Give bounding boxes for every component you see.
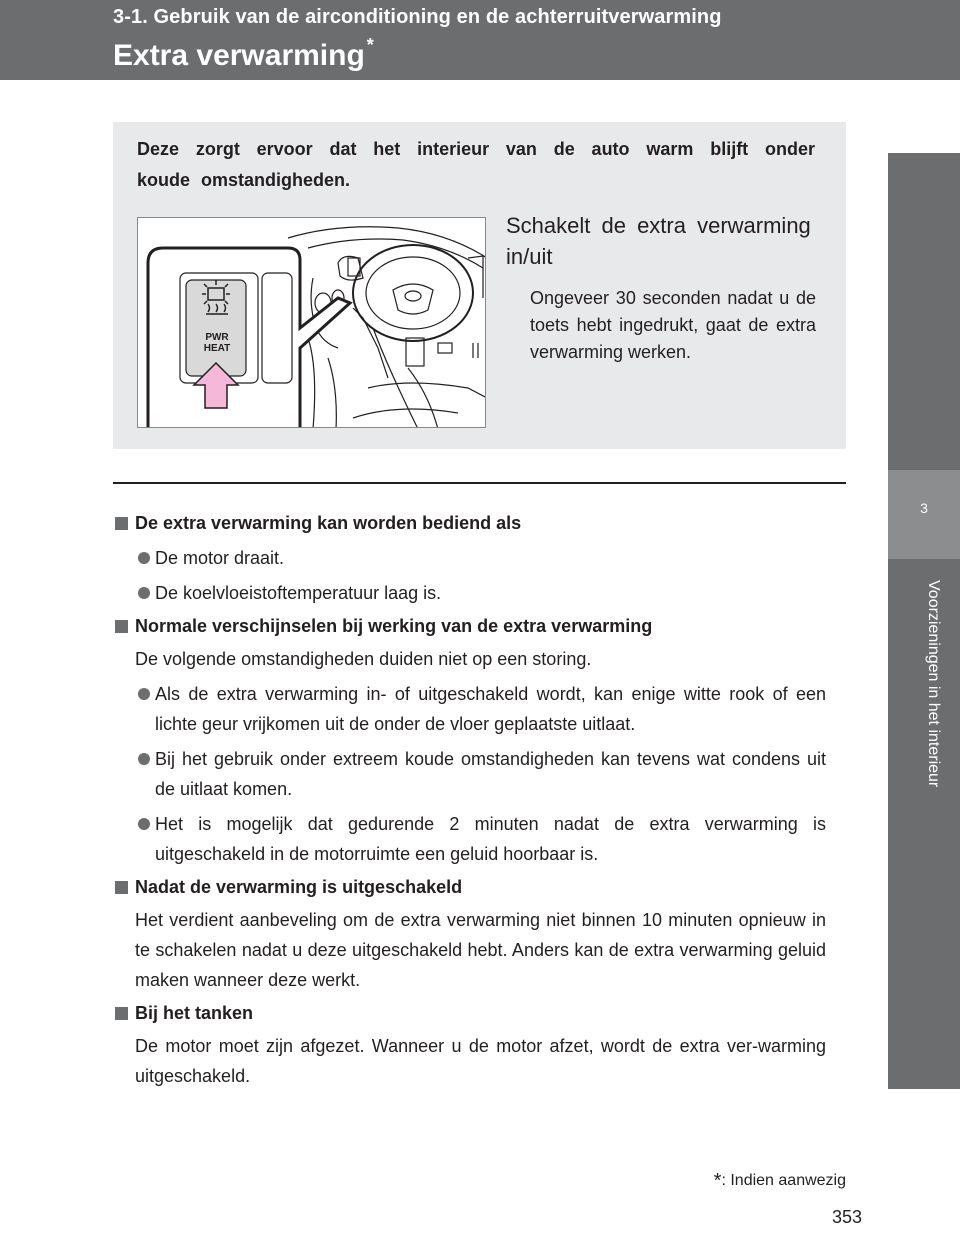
page-number: 353 xyxy=(831,1207,862,1227)
paragraph: De motor moet zijn afgezet. Wanneer u de motor afzet, wordt de extra ver-warming uitgeschakeld. xyxy=(135,1036,826,1086)
list-item: Het is mogelijk dat gedurende 2 minuten nadat de extra verwarming is uitgeschakeld in de motorruimte een geluid hoorbaar is. xyxy=(113,809,826,869)
chapter-number: 3 xyxy=(920,500,928,516)
section-divider xyxy=(113,482,846,484)
paragraph: De volgende omstandigheden duiden niet op een storing. xyxy=(135,649,592,669)
callout-title: Schakelt de extra verwarming in/uit xyxy=(506,213,811,269)
page-header xyxy=(0,0,960,80)
dashboard-illustration xyxy=(137,217,486,428)
list-item: De koelvloeistoftemperatuur laag is. xyxy=(113,578,826,608)
button-label-pwr: PWR xyxy=(205,332,229,343)
footnote-asterisk: * xyxy=(713,1170,722,1192)
footnote xyxy=(714,1170,846,1193)
title-asterisk: * xyxy=(366,35,374,55)
main-content xyxy=(113,505,826,1091)
intro-text: Deze zorgt ervoor dat het interieur van de auto warm blijft onder koude omstandigheden. xyxy=(137,139,815,190)
page-title xyxy=(113,35,374,73)
callout-text: Ongeveer 30 seconden nadat u de toets hebt ingedrukt, gaat de extra verwarming werken. xyxy=(530,288,816,362)
list-item: Bij het gebruik onder extreem koude omstandigheden kan tevens wat condens uit de uitlaat komen. xyxy=(113,744,826,804)
page-title-text: Extra verwarming xyxy=(113,39,365,72)
heading-operation-conditions: De extra verwarming kan worden bediend als xyxy=(113,508,826,538)
button-label-heat: HEAT xyxy=(203,343,231,354)
list-item: De motor draait. xyxy=(113,543,826,573)
chapter-label: Voorzieningen in het interieur xyxy=(925,580,942,788)
heading-normal-phenomena: Normale verschijnselen bij werking van de extra verwarming xyxy=(113,611,826,641)
heading-refueling: Bij het tanken xyxy=(113,998,826,1028)
dashboard-drawing xyxy=(138,218,486,428)
section-title: 3-1. Gebruik van de airconditioning en de achterruitverwarming xyxy=(113,6,722,28)
footnote-text: : Indien aanwezig xyxy=(721,1172,846,1189)
list-item: Als de extra verwarming in- of uitgeschakeld wordt, kan enige witte rook of een lichte geur vrijkomen uit de onder de vloer geplaatste uitlaat. xyxy=(113,679,826,739)
heading-after-switch-off: Nadat de verwarming is uitgeschakeld xyxy=(113,872,826,902)
paragraph: Het verdient aanbeveling om de extra verwarming niet binnen 10 minuten opnieuw in te schakelen nadat u deze uitgeschakeld hebt. Anders kan de extra verwarming geluid maken wanneer deze werkt. xyxy=(135,910,826,990)
